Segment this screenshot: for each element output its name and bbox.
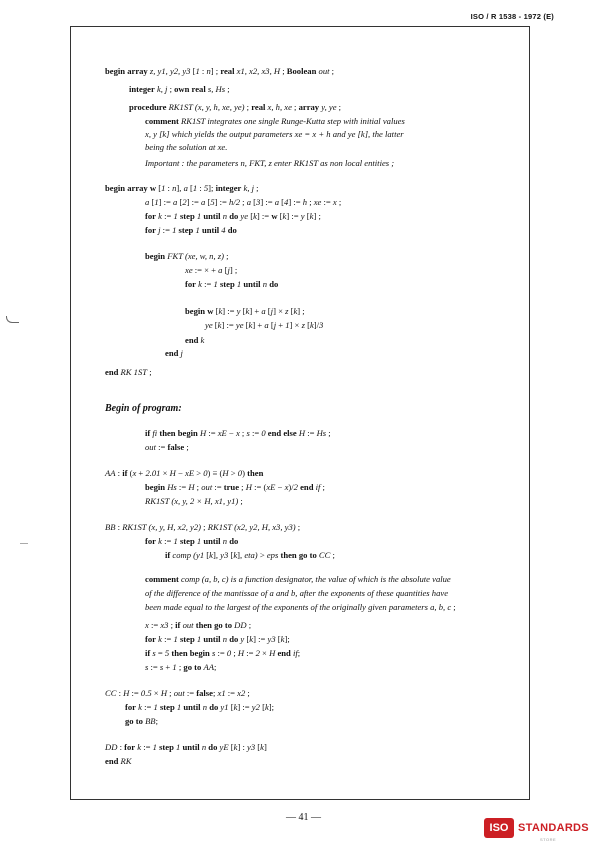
code-line: end j [165,348,183,358]
code-line: BB : RK1ST (x, y, H, x2, y2) ; RK1ST (x2, y2, H, x3, y3) ; [105,522,301,532]
code-line: end RK 1ST ; [105,367,152,377]
program-heading: Begin of program: [105,403,182,414]
code-line: DD : for k := 1 step 1 until n do yE [k] : y3 [k] [105,742,267,752]
code-line: begin w [k] := y [k] + a [j] × z [k] ; [185,306,305,316]
code-line: ye [k] := ye [k] + a [j + 1] × z [k]/3 [205,320,324,330]
code-line: procedure RK1ST (x, y, h, xe, ye) ; real x, h, xe ; array y, ye ; [129,102,342,112]
code-line: x, y [k] which yields the output parameters xe = x + h and ye [k], the latter [145,129,404,139]
code-line: Important : the parameters n, FKT, z enter RK1ST as non local entities ; [145,158,395,168]
document-header: ISO / R 1538 - 1972 (E) [470,12,554,21]
code-line: integer k, j ; own real s, Hs ; [129,84,230,94]
page-number: — 41 — [286,812,321,823]
code-line: for k := 1 step 1 until n do [145,536,239,546]
code-line: xe := × + a [j] ; [185,265,238,275]
code-line: a [1] := a [2] := a [5] := h/2 ; a [3] := a [4] := h ; xe := x ; [145,197,342,207]
code-line: RK1ST (x, y, 2 × H, x1, y1) ; [145,496,243,506]
code-line: out := false ; [145,442,189,452]
logo-subtext: STORE [540,837,557,842]
code-line: if fi then begin H := xE − x ; s := 0 end else H := Hs ; [145,428,331,438]
margin-mark [6,316,19,323]
margin-mark [20,543,28,544]
logo-text: STANDARDS [518,822,589,834]
iso-standards-logo[interactable] [484,817,589,842]
code-line: go to BB; [125,716,158,726]
code-line: begin FKT (xe, w, n, z) ; [145,251,229,261]
code-line: s := s + 1 ; go to AA; [145,662,217,672]
code-line: begin array z, y1, y2, y3 [1 : n] ; real x1, x2, x3, H ; Boolean out ; [105,66,335,76]
code-line: for k := 1 step 1 until n do y [k] := y3 [k]; [145,634,290,644]
code-line: for k := 1 step 1 until n do y1 [k] := y2 [k]; [125,702,275,712]
code-line: begin Hs := H ; out := true ; H := (xE − x)/2 end if ; [145,482,325,492]
code-line: end RK [105,756,132,766]
code-line: CC : H := 0.5 × H ; out := false; x1 := x2 ; [105,688,250,698]
code-line: AA : if (x + 2.01 × H − xE > 0) ≡ (H > 0) then [105,468,264,478]
code-line: begin array w [1 : n], a [1 : 5]; integer k, j ; [105,183,259,193]
code-line: end k [185,335,205,345]
code-line: been made equal to the largest of the exponents of the originally given parameters a, b, c ; [145,602,456,612]
code-line: being the solution at xe. [145,142,228,152]
code-line: if s = 5 then begin s := 0 ; H := 2 × H end if; [145,648,301,658]
code-line: x := x3 ; if out then go to DD ; [145,620,252,630]
code-line: of the difference of the mantissae of a and b, after the exponents of these quantities have [145,588,449,598]
code-line: for k := 1 step 1 until n do ye [k] := w [k] := y [k] ; [145,211,321,221]
code-line: comment RK1ST integrates one single Runge-Kutta step with initial values [145,116,405,126]
iso-logo-badge: ISO [484,818,514,838]
code-line: for k := 1 step 1 until n do [185,279,279,289]
code-line: comment comp (a, b, c) is a function designator, the value of which is the absolute value [145,574,451,584]
code-line: for j := 1 step 1 until 4 do [145,225,237,235]
code-line: if comp (y1 [k], y3 [k], eta) > eps then go to CC ; [165,550,335,560]
